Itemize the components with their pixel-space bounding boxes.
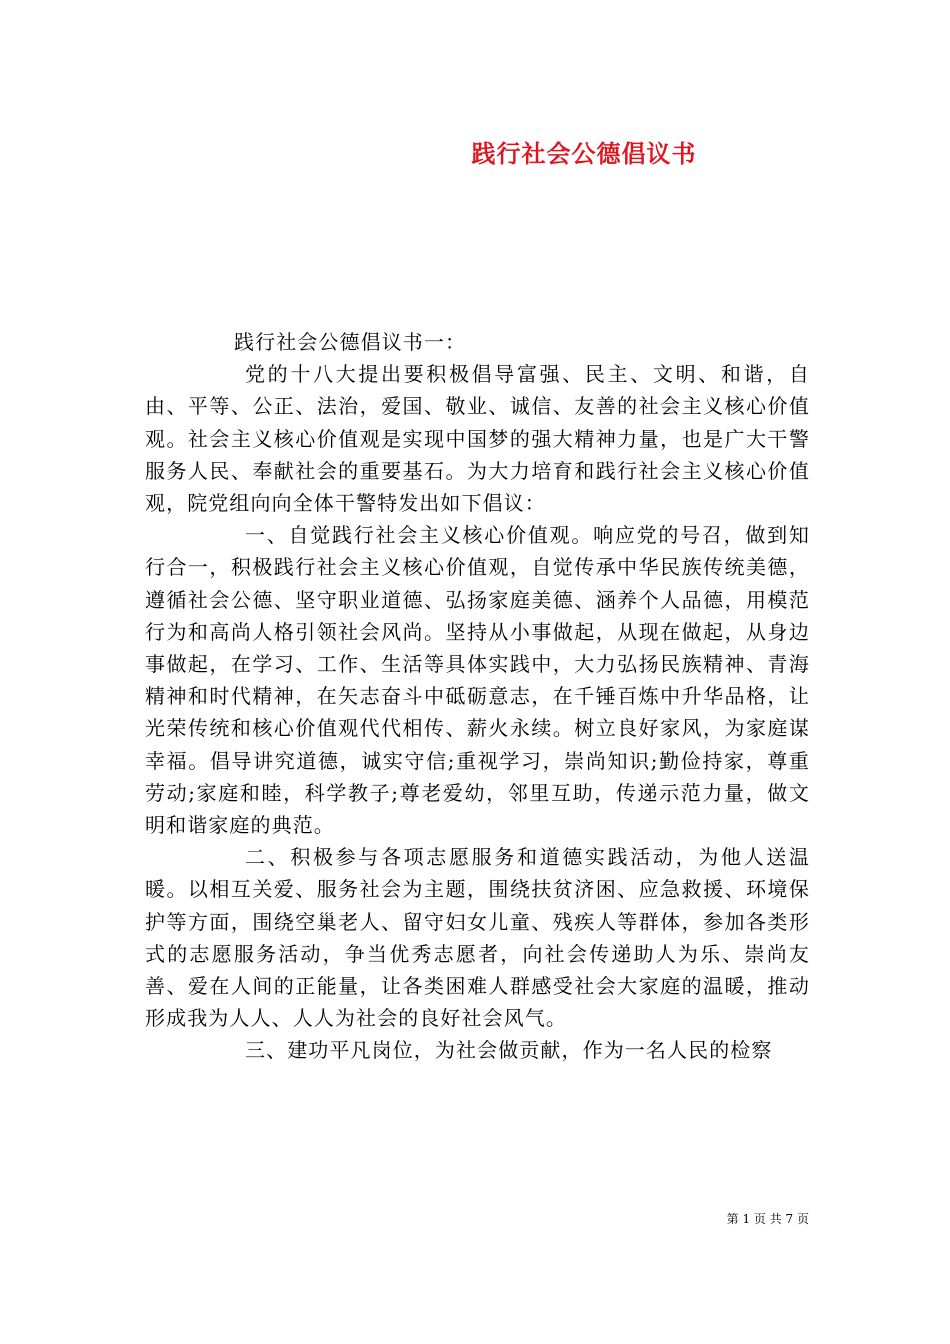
document-title: 践行社会公德倡议书 bbox=[471, 139, 697, 168]
paragraph-point-three: 三、建功平凡岗位，为社会做贡献，作为一名人民的检察 bbox=[245, 1038, 773, 1063]
paragraph-point-two: 二、积极参与各项志愿服务和道德实践活动，为他人送温暖。以相互关爱、服务社会为主题，围绕扶贫济困、应急救援、环境保护等方面，围绕空巢老人、留守妇女儿童、残疾人等群体，参加各类形式的志愿服务活动，争当优秀志愿者，向社会传递助人为乐、崇尚友善、爱在人间的正能量，让各类困难人群感受社会大家庭的温暖，推动形成我为人人、人人为社会的良好社会风气。 bbox=[145, 845, 810, 1031]
page-number: 第 1 页 共 7 页 bbox=[726, 1212, 809, 1226]
paragraph-intro: 党的十八大提出要积极倡导富强、民主、文明、和谐，自由、平等、公正、法治，爱国、敬业、诚信、友善的社会主义核心价值观。社会主义核心价值观是实现中国梦的强大精神力量，也是广大干警服务人民、奉献社会的重要基石。为大力培育和践行社会主义核心价值观，院党组向向全体干警特发出如下倡议： bbox=[145, 362, 810, 516]
document-subtitle: 践行社会公德倡议书一： bbox=[234, 330, 467, 354]
paragraph-point-one: 一、自觉践行社会主义核心价值观。响应党的号召，做到知行合一，积极践行社会主义核心价值观，自觉传承中华民族传统美德，遵循社会公德、坚守职业道德、弘扬家庭美德、涵养个人品德，用模范行为和高尚人格引领社会风尚。坚持从小事做起，从现在做起，从身边事做起，在学习、工作、生活等具体实践中，大力弘扬民族精神、青海精神和时代精神，在矢志奋斗中砥砺意志，在千锤百炼中升华品格，让光荣传统和核心价值观代代相传、薪火永续。树立良好家风，为家庭谋幸福。倡导讲究道德，诚实守信;重视学习，崇尚知识;勤俭持家，尊重劳动;家庭和睦，科学教子;尊老爱幼，邻里互助，传递示范力量，做文明和谐家庭的典范。 bbox=[145, 523, 810, 838]
document-body bbox=[145, 326, 810, 1067]
